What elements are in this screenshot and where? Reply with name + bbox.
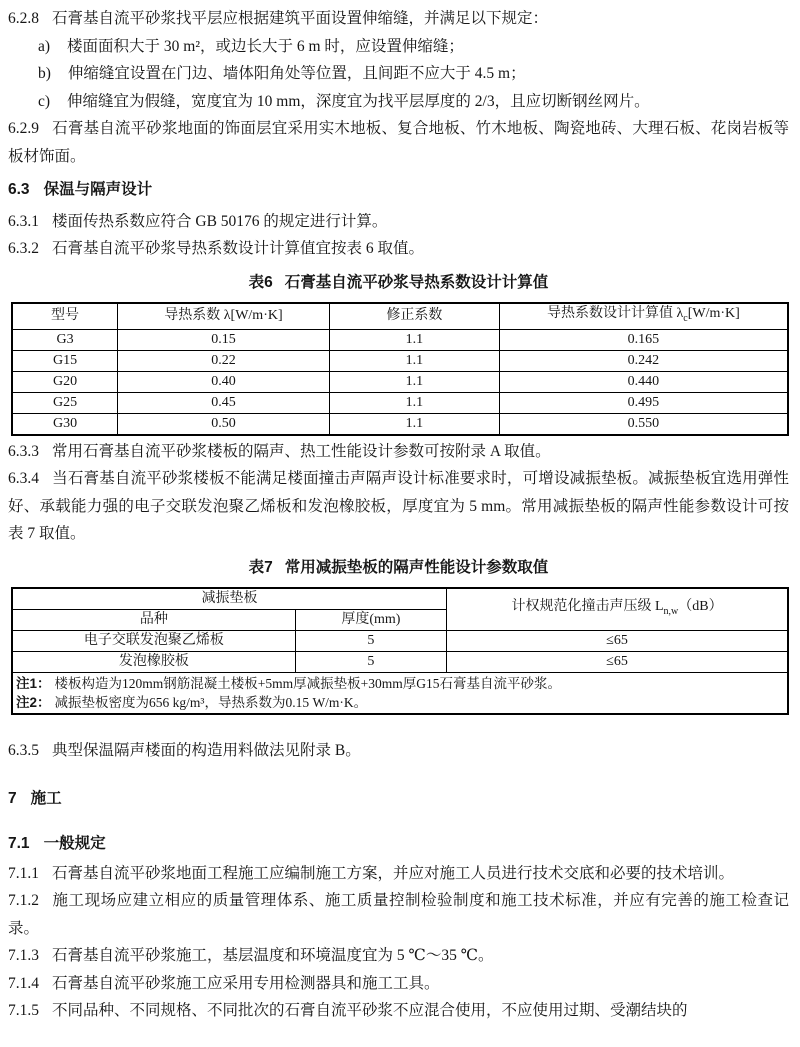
t6-header-calc-prefix: 导热系数设计计算值 λ [546,306,684,321]
table-row [12,371,788,392]
cell-calc: 0.242 [499,350,788,371]
clause-text: 石膏基自流平砂浆施工应采用专用检测器具和施工工具。 [52,974,440,992]
cell-factor: 1.1 [329,371,499,392]
table7-caption [8,554,789,582]
clause-7-1-1 [8,860,789,888]
cell-model: G25 [12,392,118,413]
clause-number: 7.1.1 [8,864,39,882]
clause-number: 6.3.1 [8,212,39,230]
clause-6-3-2 [8,235,789,263]
table-row [12,631,788,652]
cell-thickness: 5 [295,631,446,652]
t7-header-kind: 品种 [12,610,295,631]
t7-header-level-sub: n,w [663,606,679,618]
item-text: 伸缩缝宜为假缝，宽度宜为 10 mm，深度宜为找平层厚度的 2/3，且应切断钢丝网片。 [67,92,650,110]
clause-text: 石膏基自流平砂浆施工，基层温度和环境温度宜为 5 ℃～35 ℃。 [52,947,494,965]
clause-number: 6.2.8 [8,10,39,27]
clause-number: 7.1.4 [8,974,39,992]
cell-kind: 电子交联发泡聚乙烯板 [12,631,295,652]
cell-thickness: 5 [295,652,446,673]
clause-number: 7.1.2 [8,892,39,910]
cell-level: ≤65 [447,652,788,673]
cell-model: G3 [12,329,118,350]
cell-calc: 0.495 [499,392,788,413]
table7-header-row-1 [12,588,788,610]
table6-caption [8,269,789,297]
cell-factor: 1.1 [329,329,499,350]
note-2-text: 减振垫板密度为656 kg/m³，导热系数为0.15 W/m·K。 [54,695,368,711]
table6-caption-title: 石膏基自流平砂浆导热系数设计计算值 [284,273,549,291]
clause-text: 石膏基自流平砂浆找平层应根据建筑平面设置伸缩缝，并满足以下规定： [52,10,549,27]
t7-header-thickness: 厚度(mm) [295,610,446,631]
cell-level: ≤65 [447,631,788,652]
table-row [12,392,788,413]
t6-header-calc-suffix: [W/m·K] [687,306,740,321]
table-row [12,652,788,673]
section-number: 7 [8,789,17,807]
section-title: 一般规定 [43,835,106,853]
table-row [12,329,788,350]
clause-number: 6.2.9 [8,120,39,137]
t7-header-group: 减振垫板 [12,588,447,610]
cell-model: G20 [12,371,118,392]
clause-item-a [8,33,789,61]
note-2-label: 注2： [16,695,51,711]
clause-6-3-1 [8,208,789,236]
section-heading-6-3 [8,176,789,204]
table7-caption-title: 常用减振垫板的隔声性能设计参数取值 [284,558,549,576]
t6-header-factor: 修正系数 [329,303,499,329]
item-label: b) [38,65,51,82]
clause-item-b [8,60,789,88]
item-text: 伸缩缝宜设置在门边、墙体阳角处等位置，且间距不应大于 4.5 m； [67,65,526,82]
clause-7-1-5 [8,997,789,1025]
table-row [12,350,788,371]
t7-header-level-prefix: 计权规范化撞击声压级 L [511,599,664,615]
cell-model: G15 [12,350,118,371]
clause-6-2-8 [8,5,789,33]
clause-7-1-3 [8,942,789,970]
clause-number: 7.1.3 [8,947,39,965]
clause-text: 常用石膏基自流平砂浆楼板的隔声、热工性能设计参数可按附录 A 取值。 [52,442,551,460]
section-heading-7 [8,785,789,813]
clause-text: 石膏基自流平砂浆地面工程施工应编制施工方案，并应对施工人员进行技术交底和必要的技术培训。 [52,864,735,882]
note-1 [16,674,784,693]
item-text: 楼面面积大于 30 m²，或边长大于 6 m 时，应设置伸缩缝； [67,37,464,55]
t7-header-impact-level [447,588,788,631]
clause-6-3-4 [8,465,789,548]
cell-kind: 发泡橡胶板 [12,652,295,673]
cell-conductivity: 0.22 [118,350,330,371]
section-title: 保温与隔声设计 [43,181,153,198]
t6-header-calc [499,303,788,329]
cell-conductivity: 0.50 [118,413,330,435]
note-2 [16,693,784,712]
table7-notes-row [12,673,788,715]
t7-header-level-suffix: （dB） [678,599,723,615]
clause-text: 楼面传热系数应符合 GB 50176 的规定进行计算。 [52,212,388,230]
clause-6-3-3 [8,438,789,466]
clause-7-1-2 [8,887,789,942]
t6-header-conductivity: 导热系数 λ[W/m·K] [118,303,330,329]
clause-number: 6.3.3 [8,442,39,460]
cell-factor: 1.1 [329,392,499,413]
clause-number: 6.3.5 [8,742,39,760]
clause-text: 当石膏基自流平砂浆楼板不能满足楼面撞击声隔声设计标准要求时，可增设减振垫板。减振垫板宜选用弹性好、承载能力强的电子交联发泡聚乙烯板和发泡橡胶板，厚度宜为 5 mm。常用减振垫板的隔声性能参数设计可按表 7 取值。 [8,470,789,543]
clause-6-2-9 [8,115,789,170]
table-row [12,413,788,435]
section-number: 6.3 [8,181,30,198]
clause-text: 石膏基自流平砂浆导热系数设计计算值宜按表 6 取值。 [52,240,425,257]
cell-calc: 0.440 [499,371,788,392]
note-1-label: 注1： [16,676,51,692]
table6-header-row [12,303,788,329]
section-heading-7-1 [8,830,789,858]
clause-text: 典型保温隔声楼面的构造用料做法见附录 B。 [52,742,361,760]
clause-text: 不同品种、不同规格、不同批次的石膏自流平砂浆不应混合使用，不应使用过期、受潮结块的 [52,1002,688,1020]
table-6-thermal-conductivity [11,302,789,436]
clause-number: 7.1.5 [8,1002,39,1020]
cell-factor: 1.1 [329,413,499,435]
clause-text: 石膏基自流平砂浆地面的饰面层宜采用实木地板、复合地板、竹木地板、陶瓷地砖、大理石板、花岗岩板等板材饰面。 [8,120,789,165]
cell-calc: 0.165 [499,329,788,350]
section-title: 施工 [30,789,62,807]
section-number: 7.1 [8,835,30,853]
cell-factor: 1.1 [329,350,499,371]
table7-caption-label: 表7 [248,558,273,576]
clause-item-c [8,88,789,116]
cell-conductivity: 0.15 [118,329,330,350]
t6-header-calc-sub: c [683,312,688,324]
clause-6-3-5 [8,737,789,765]
table-7-damping-pad-acoustics [11,587,789,715]
cell-conductivity: 0.45 [118,392,330,413]
item-label: c) [38,92,51,110]
table7-notes [12,673,788,715]
clause-number: 6.3.2 [8,240,39,257]
clause-number: 6.3.4 [8,470,39,488]
clause-text: 施工现场应建立相应的质量管理体系、施工质量控制检验制度和施工技术标准，并应有完善的施工检查记录。 [8,892,789,937]
clause-7-1-4 [8,970,789,998]
table6-caption-label: 表6 [248,273,273,291]
cell-model: G30 [12,413,118,435]
cell-conductivity: 0.40 [118,371,330,392]
t6-header-model: 型号 [12,303,118,329]
cell-calc: 0.550 [499,413,788,435]
note-1-text: 楼板构造为120mm钢筋混凝土楼板+5mm厚减振垫板+30mm厚G15石膏基自流平砂浆。 [54,676,561,692]
item-label: a) [38,37,51,55]
